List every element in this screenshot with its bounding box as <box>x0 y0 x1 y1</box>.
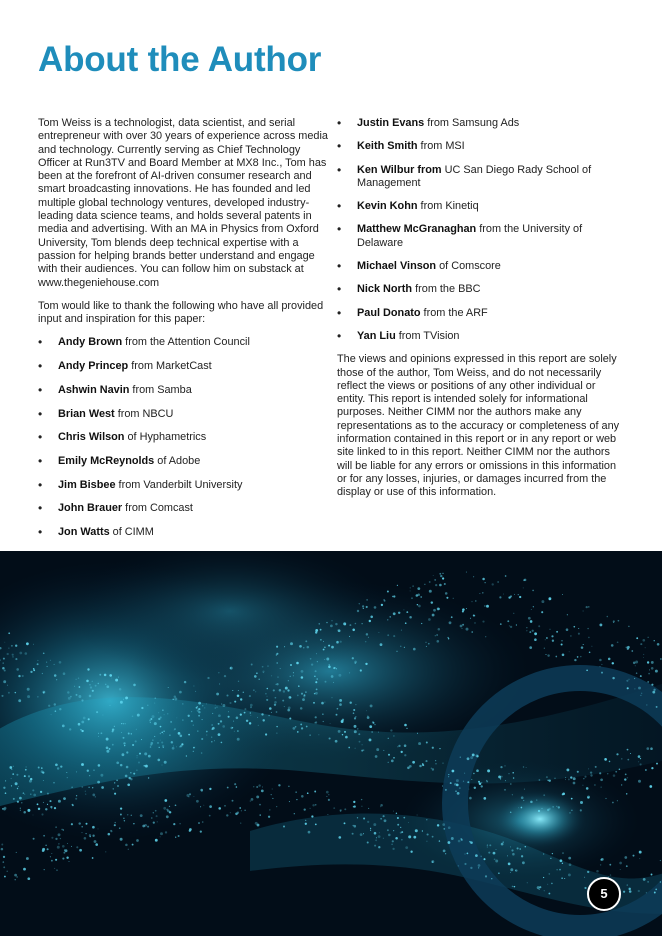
disclaimer: The views and opinions expressed in this report are solely those of the author, Tom Weiss, and do not necessarily reflect the views or positions of any other individual or entity. This report is intended solely for informational purposes. Neither CIMM nor the authors make any representations as to the accuracy or completeness of any information contained in this report or in any report or web site linked to in this report. Neither CIMM nor the authors will be liable for any errors or omissions in this information or for any losses, injuries, or damages incurred from the display or use of this information. <box>337 353 620 499</box>
list-item: • Justin Evans from Samsung Ads <box>337 117 623 130</box>
list-item: • Michael Vinson of Comscore <box>337 260 623 273</box>
list-item: • Ken Wilbur from UC San Diego Rady School of Management <box>337 164 623 191</box>
thanks-intro: Tom would like to thank the following who have all provided input and inspiration for this paper: <box>38 299 324 326</box>
list-item: • Andy Brown from the Attention Council <box>38 336 328 349</box>
list-item: • Andy Princep from MarketCast <box>38 360 328 373</box>
right-column <box>337 117 623 500</box>
thanks-list-left <box>38 336 328 539</box>
list-item: • Kevin Kohn from Kinetiq <box>337 200 623 213</box>
list-item: • Nick North from the BBC <box>337 283 623 296</box>
list-item: • Yan Liu from TVision <box>337 330 623 343</box>
list-item: • Emily McReynolds of Adobe <box>38 455 328 468</box>
particle-wave-graphic <box>0 551 662 936</box>
page-number: 5 <box>587 877 621 911</box>
list-item: • Paul Donato from the ARF <box>337 307 623 320</box>
list-item: • John Brauer from Comcast <box>38 502 328 515</box>
author-bio: Tom Weiss is a technologist, data scientist, and serial entrepreneur with over 30 years of experience across media and technology. Currently serving as Chief Technology Officer at Run3TV and Board Member at MX8 Inc., Tom has been at the forefront of AI-driven consumer research and smart broadcasting innovations. He has founded and led multiple global technology ventures, developed industry-leading data science teams, and holds several patents in media and advertising. With an MA in Physics from Oxford University, Tom blends deep technical expertise with a passion for helping brands better understand and engage with their audiences. You can follow him on substack at www.thegeniehouse.com <box>38 117 328 289</box>
list-item: • Chris Wilson of Hyphametrics <box>38 431 328 444</box>
list-item: • Matthew McGranaghan from the University of Delaware <box>337 223 623 250</box>
left-column <box>38 117 328 550</box>
particle-wave-image <box>0 551 662 936</box>
list-item: • Keith Smith from MSI <box>337 140 623 153</box>
list-item: • Jim Bisbee from Vanderbilt University <box>38 479 328 492</box>
page-title: About the Author <box>38 40 322 79</box>
list-item: • Brian West from NBCU <box>38 408 328 421</box>
thanks-list-right <box>337 117 623 343</box>
list-item: • Jon Watts of CIMM <box>38 526 328 539</box>
list-item: • Ashwin Navin from Samba <box>38 384 328 397</box>
